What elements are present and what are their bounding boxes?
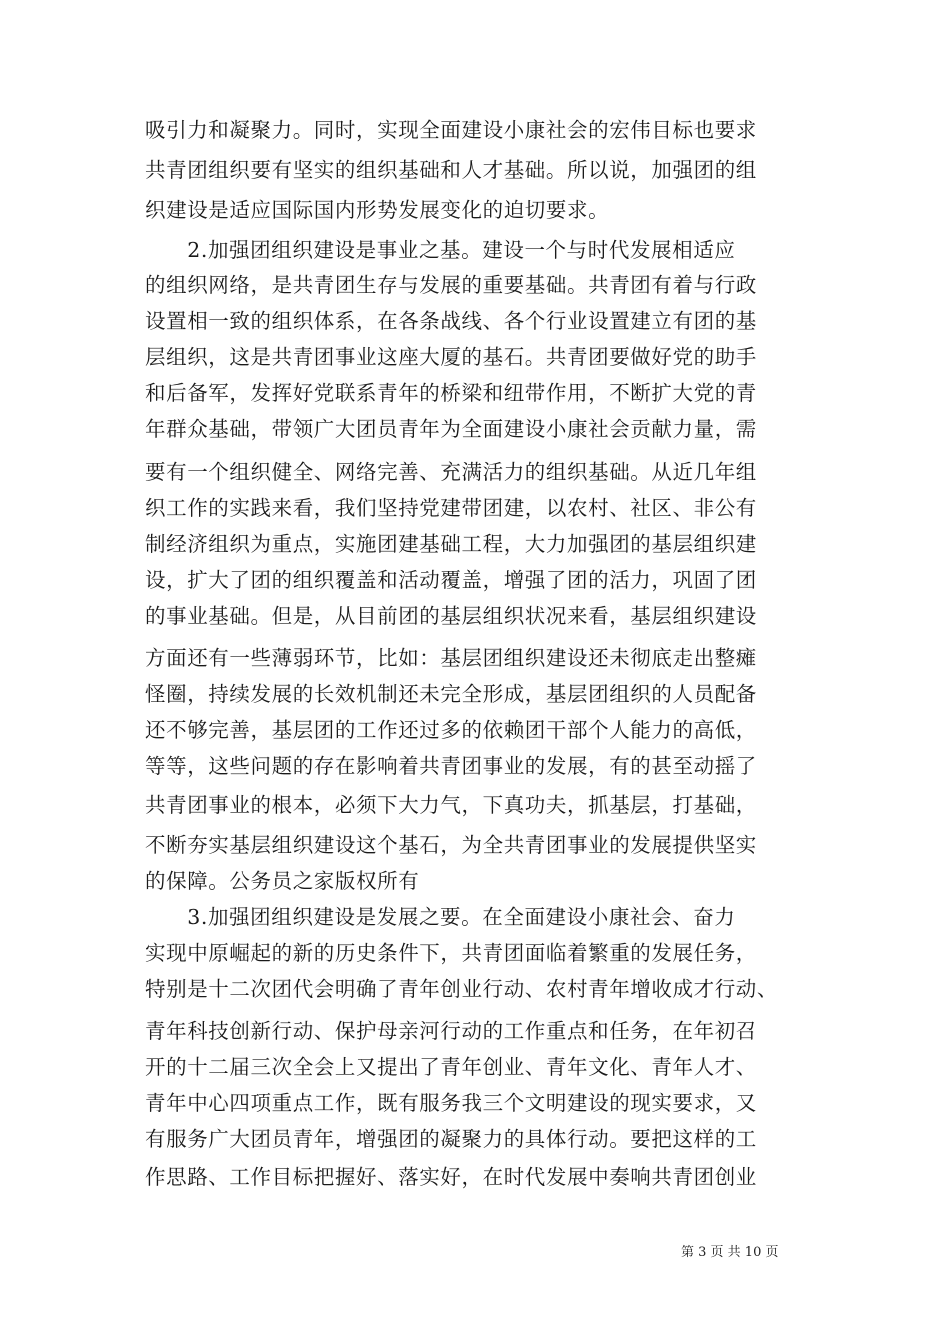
text-line: 设置相一致的组织体系，在各条战线、各个行业设置建立有团的基 xyxy=(145,309,757,333)
text-line: 青年中心四项重点工作，既有服务我三个文明建设的现实要求，又 xyxy=(145,1091,757,1115)
text-line: 和后备军，发挥好党联系青年的桥梁和纽带作用，不断扩大党的青 xyxy=(145,381,757,405)
text-line: 作思路、工作目标把握好、落实好，在时代发展中奏响共青团创业 xyxy=(145,1165,757,1189)
text-line: 制经济组织为重点，实施团建基础工程，大力加强团的基层组织建 xyxy=(145,532,757,556)
text-line: 设，扩大了团的组织覆盖和活动覆盖，增强了团的活力，巩固了团 xyxy=(145,568,757,592)
text-line: 的保障。公务员之家版权所有 xyxy=(145,869,420,893)
text-line: 织工作的实践来看，我们坚持党建带团建，以农村、社区、非公有 xyxy=(145,496,757,520)
text-line: 的事业基础。但是，从目前团的基层组织状况来看，基层组织建设 xyxy=(145,604,757,628)
text-line: 3.加强团组织建设是发展之要。在全面建设小康社会、奋力 xyxy=(145,905,736,929)
text-line: 的组织网络，是共青团生存与发展的重要基础。共青团有着与行政 xyxy=(145,273,757,297)
text-line: 开的十二届三次全会上又提出了青年创业、青年文化、青年人才、 xyxy=(145,1055,757,1079)
text-line: 年群众基础，带领广大团员青年为全面建设小康社会贡献力量，需 xyxy=(145,417,757,441)
text-line: 吸引力和凝聚力。同时，实现全面建设小康社会的宏伟目标也要求 xyxy=(145,118,757,142)
page-number-footer: 第 3 页 共 10 页 xyxy=(681,1245,779,1260)
text-line: 青年科技创新行动、保护母亲河行动的工作重点和任务，在年初召 xyxy=(145,1019,757,1043)
text-line: 等等，这些问题的存在影响着共青团事业的发展，有的甚至动摇了 xyxy=(145,754,757,778)
text-line: 共青团事业的根本，必须下大力气，下真功夫，抓基层，打基础， xyxy=(145,793,757,817)
text-line: 共青团组织要有坚实的组织基础和人才基础。所以说，加强团的组 xyxy=(145,158,757,182)
text-line: 层组织，这是共青团事业这座大厦的基石。共青团要做好党的助手 xyxy=(145,345,757,369)
text-line: 织建设是适应国际国内形势发展变化的迫切要求。 xyxy=(145,198,610,222)
text-line: 还不够完善，基层团的工作还过多的依赖团干部个人能力的高低， xyxy=(145,718,757,742)
text-line: 特别是十二次团代会明确了青年创业行动、农村青年增收成才行动、 xyxy=(145,977,778,1001)
text-line: 怪圈，持续发展的长效机制还未完全形成，基层团组织的人员配备 xyxy=(145,682,757,706)
text-line: 不断夯实基层组织建设这个基石，为全共青团事业的发展提供坚实 xyxy=(145,833,757,857)
text-line: 方面还有一些薄弱环节，比如：基层团组织建设还未彻底走出整瘫 xyxy=(145,646,757,670)
text-line: 有服务广大团员青年，增强团的凝聚力的具体行动。要把这样的工 xyxy=(145,1127,757,1151)
text-line: 实现中原崛起的新的历史条件下，共青团面临着繁重的发展任务， xyxy=(145,941,757,965)
text-line: 要有一个组织健全、网络完善、充满活力的组织基础。从近几年组 xyxy=(145,460,757,484)
text-line: 2.加强团组织建设是事业之基。建设一个与时代发展相适应 xyxy=(145,238,736,262)
